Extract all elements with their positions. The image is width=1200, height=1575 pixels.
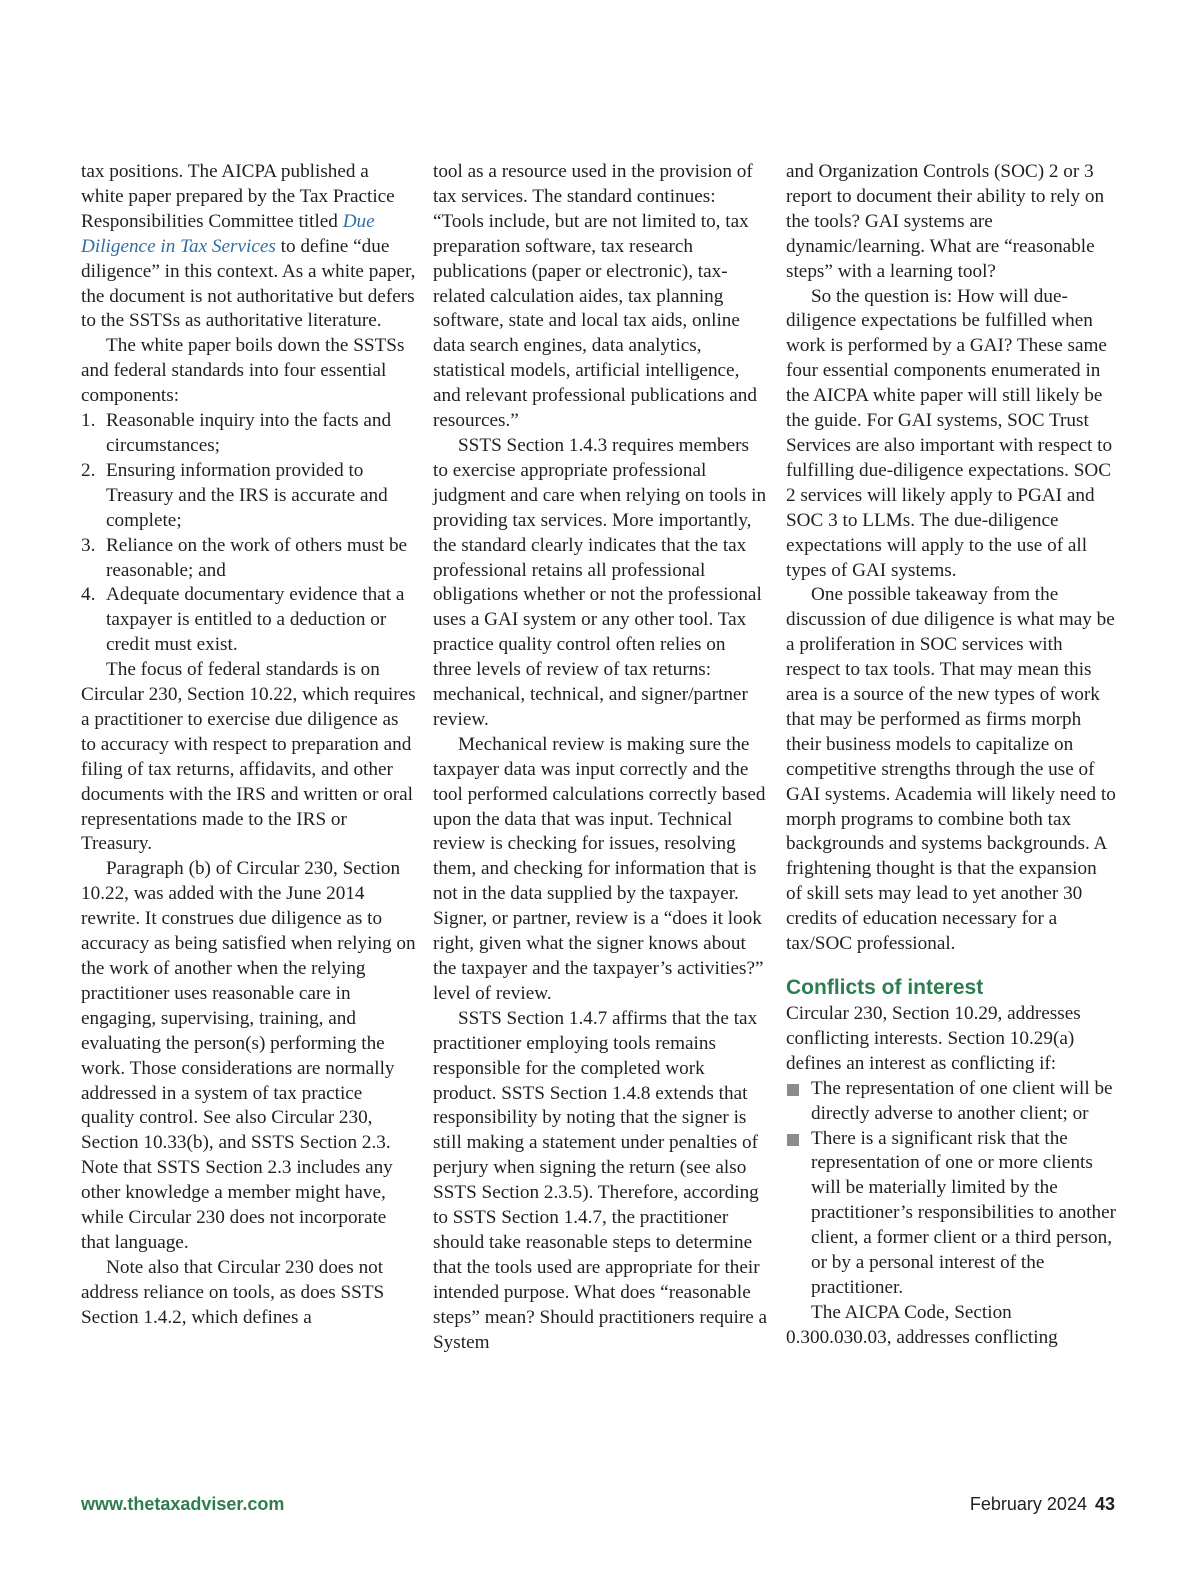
paragraph: Mechanical review is making sure the taxpayer data was input correctly and the tool performed calculations correctly based upon the data that was input. Technical review is checking for issues, resolving them, and checking for information that is not in the data supplied by the taxpayer. Signer, or partner, review is a “does it look right, given what the signer knows about the taxpayer and the taxpayer’s activities?” level of review.	[433, 733, 766, 1004]
list-item: 3. Reliance on the work of others must be reasonable; and	[81, 534, 408, 581]
white-paper-link[interactable]: Due Diligence in Tax Services	[81, 210, 375, 257]
page-number: 43	[1094, 1494, 1115, 1514]
paragraph: The focus of federal standards is on Circular 230, Section 10.22, which requires a practitioner to exercise due diligence as to accuracy with respect to preparation and filing of tax returns, affidavits, and other documents with the IRS and written or oral representations made to the IRS or Treasury.	[81, 659, 416, 855]
paragraph: Circular 230, Section 10.29, addresses conflicting interests. Section 10.29(a) defines an interest as conflicting if:	[786, 1003, 1081, 1074]
paragraph: Paragraph (b) of Circular 230, Section 10.22, was added with the June 2014 rewrite. It construes due diligence as to accuracy as being satisfied when relying on the work of another when the relying practitioner uses reasonable care in engaging, supervising, training, and evaluating the person(s) performing the work. Those considerations are normally addressed in a system of tax practice quality control. See also Circular 230, Section 10.33(b), and SSTS Section 2.3. Note that SSTS Section 2.3 includes any other knowledge a member might have, while Circular 230 does not incorporate that language.	[81, 858, 416, 1253]
numbered-list	[81, 409, 416, 658]
column-2	[433, 160, 768, 1356]
list-item: 2. Ensuring information provided to Treasury and the IRS is accurate and complete;	[81, 459, 388, 531]
paragraph: Note also that Circular 230 does not address reliance on tools, as does SSTS Section 1.4.2, which defines a	[81, 1256, 385, 1328]
paragraph: The AICPA Code, Section 0.300.030.03, addresses conflicting	[786, 1301, 1058, 1348]
section-heading: Conflicts of interest	[786, 976, 984, 999]
footer-page-info	[970, 1493, 1115, 1515]
paragraph: tax positions. The AICPA published a white paper prepared by the Tax Practice Responsibilities Committee titled Due Diligence in Tax Services to define “due diligence” in this context. As a white paper, the document is not authoritative but defers to the SSTSs as authoritative literature.	[81, 161, 416, 332]
paragraph: SSTS Section 1.4.7 affirms that the tax practitioner employing tools remains responsible for the completed work product. SSTS Section 1.4.8 extends that responsibility by noting that the signer is still making a statement under penalties of perjury when signing the return (see also SSTS Section 2.3.5). Therefore, according to SSTS Section 1.4.7, the practitioner should take reasonable steps to determine that the tools used are appropriate for their intended purpose. What does “reasonable steps” mean? Should practitioners require a System	[433, 1007, 768, 1353]
paragraph: and Organization Controls (SOC) 2 or 3 report to document their ability to rely on the tools? GAI systems are dynamic/learning. What are “reasonable steps” with a learning tool?	[786, 161, 1105, 282]
paragraph: tool as a resource used in the provision of tax services. The standard continues: “Tools include, but are not limited to, tax preparation software, tax research publications (paper or electronic), tax-related calculation aides, tax planning software, state and local tax aids, online data search engines, data analytics, statistical models, artificial intelligence, and relevant professional publications and resources.”	[433, 161, 757, 432]
list-item: There is a significant risk that the representation of one or more clients will be materially limited by the practitioner’s responsibilities to another client, a former client or a third person, or by a personal interest of the practitioner.	[786, 1127, 1116, 1301]
list-item: 1. Reasonable inquiry into the facts and circumstances;	[81, 410, 392, 456]
footer-url[interactable]: www.thetaxadviser.com	[81, 1494, 285, 1514]
bullet-list	[786, 1077, 1116, 1301]
column-3	[786, 160, 1116, 1351]
list-item: The representation of one client will be directly adverse to another client; or	[786, 1077, 1116, 1127]
square-bullet-icon	[787, 1134, 799, 1146]
paragraph: SSTS Section 1.4.3 requires members to exercise appropriate professional judgment and care when relying on tools in providing tax services. More importantly, the standard clearly indicates that the tax professional retains all professional obligations whether or not the professional uses a GAI system or any other tool. Tax practice quality control often relies on three levels of review of tax returns: mechanical, technical, and signer/partner review.	[433, 434, 767, 730]
footer-date: February 2024	[969, 1494, 1087, 1514]
paragraph: One possible takeaway from the discussion of due diligence is what may be a proliferation in SOC services with respect to tax tools. That may mean this area is a source of the new types of work that may be performed as firms morph their business models to capitalize on competitive strengths through the use of GAI systems. Academia will likely need to morph programs to combine both tax backgrounds and systems backgrounds. A frightening thought is that the expansion of skill sets may lead to yet another 30 credits of education necessary for a tax/SOC professional.	[786, 584, 1116, 955]
column-1	[81, 160, 416, 1331]
list-item: 4. Adequate documentary evidence that a taxpayer is entitled to a deduction or credit must exist.	[81, 584, 405, 656]
paragraph: So the question is: How will due-diligence expectations be fulfilled when work is performed by a GAI? These same four essential components enumerated in the AICPA white paper will still likely be the guide. For GAI systems, SOC Trust Services are also important with respect to fulfilling due-diligence expectations. SOC 2 services will likely apply to PGAI and SOC 3 to LLMs. The due-diligence expectations will apply to the use of all types of GAI systems.	[786, 285, 1113, 581]
paragraph: The white paper boils down the SSTSs and federal standards into four essential components:	[81, 335, 405, 407]
square-bullet-icon	[787, 1084, 799, 1096]
